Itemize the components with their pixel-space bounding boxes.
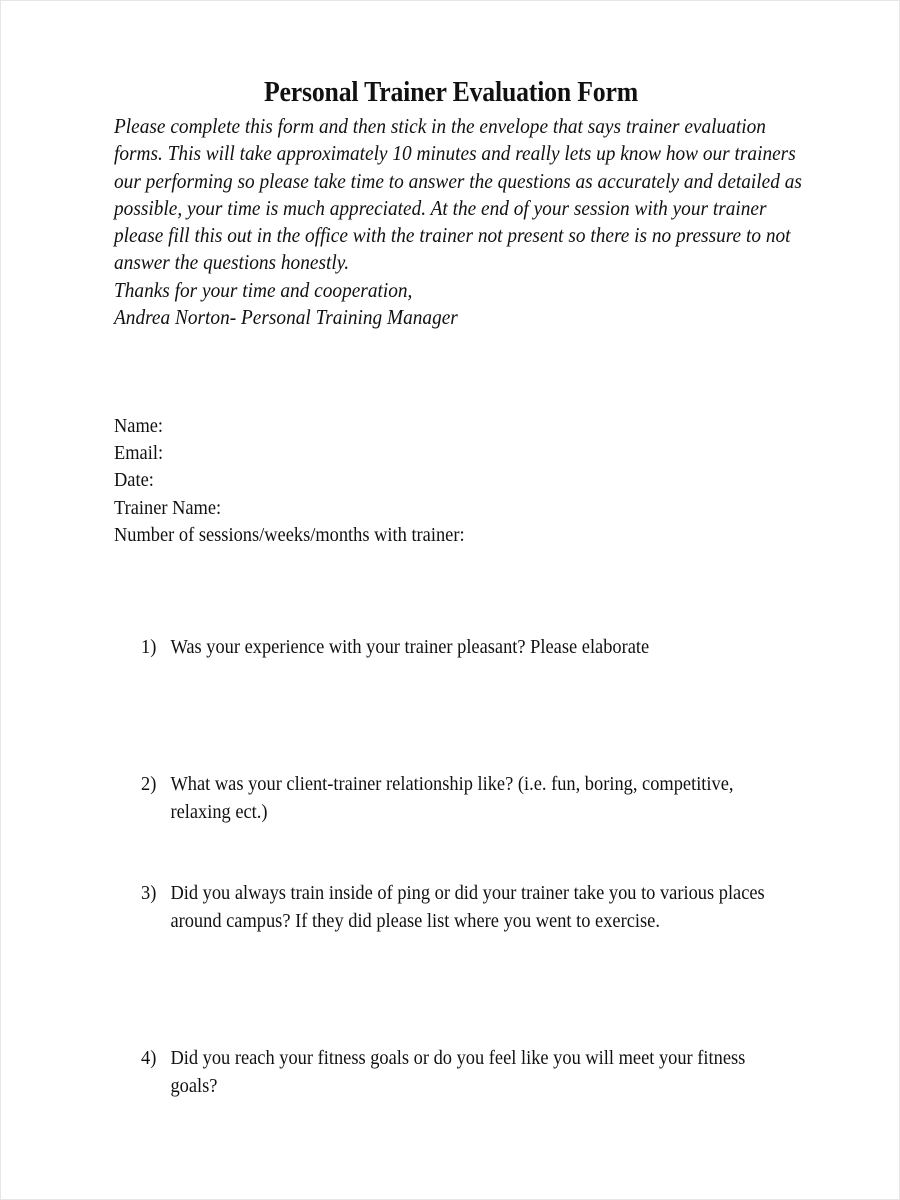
thanks-line: Thanks for your time and cooperation,: [114, 277, 413, 302]
question-line: Was your experience with your trainer pleasant? Please elaborate: [170, 636, 650, 658]
question-text: [170, 771, 733, 826]
question-line: around campus? If they did please list where you went to exercise.: [170, 909, 660, 932]
intro-line: our performing so please take time to answer the questions as accurately and detailed as: [114, 168, 802, 193]
question-number: 1): [141, 636, 157, 658]
question-line: goals?: [170, 1074, 218, 1097]
question-line: What was your client-trainer relationship like? (i.e. fun, boring, competitive,: [170, 773, 734, 795]
intro-line: possible, your time is much appreciated. At the end of your session with your trainer: [114, 195, 767, 220]
page-title: Personal Trainer Evaluation Form: [263, 77, 639, 108]
intro-line: please fill this out in the office with the trainer not present so there is no pressure to not: [114, 223, 791, 248]
intro-line: forms. This will take approximately 10 minutes and really lets up know how our trainers: [114, 141, 796, 166]
info-fields: [114, 413, 465, 549]
sessions-field-label: Number of sessions/weeks/months with trainer:: [114, 523, 465, 546]
date-field-label: Date:: [114, 469, 154, 492]
question-number: 4): [141, 1047, 157, 1069]
email-field-label: Email:: [114, 442, 164, 465]
name-field-label: Name:: [114, 415, 164, 437]
question-text: [170, 880, 764, 935]
trainer-name-field-label: Trainer Name:: [114, 496, 222, 519]
question-line: Did you reach your fitness goals or do you feel like you will meet your fitness: [170, 1047, 746, 1069]
intro-paragraph: [114, 113, 802, 331]
intro-line: answer the questions honestly.: [114, 250, 350, 275]
question-text: [170, 1045, 745, 1100]
question-number: 3): [141, 882, 157, 904]
signature-line: Andrea Norton- Personal Training Manager: [114, 305, 458, 330]
intro-line: Please complete this form and then stick in the envelope that says trainer evaluation: [114, 114, 766, 138]
question-line: Did you always train inside of ping or did your trainer take you to various places: [170, 882, 765, 904]
question-text: [170, 634, 649, 662]
question-line: relaxing ect.): [170, 800, 268, 823]
question-number: 2): [141, 773, 157, 795]
